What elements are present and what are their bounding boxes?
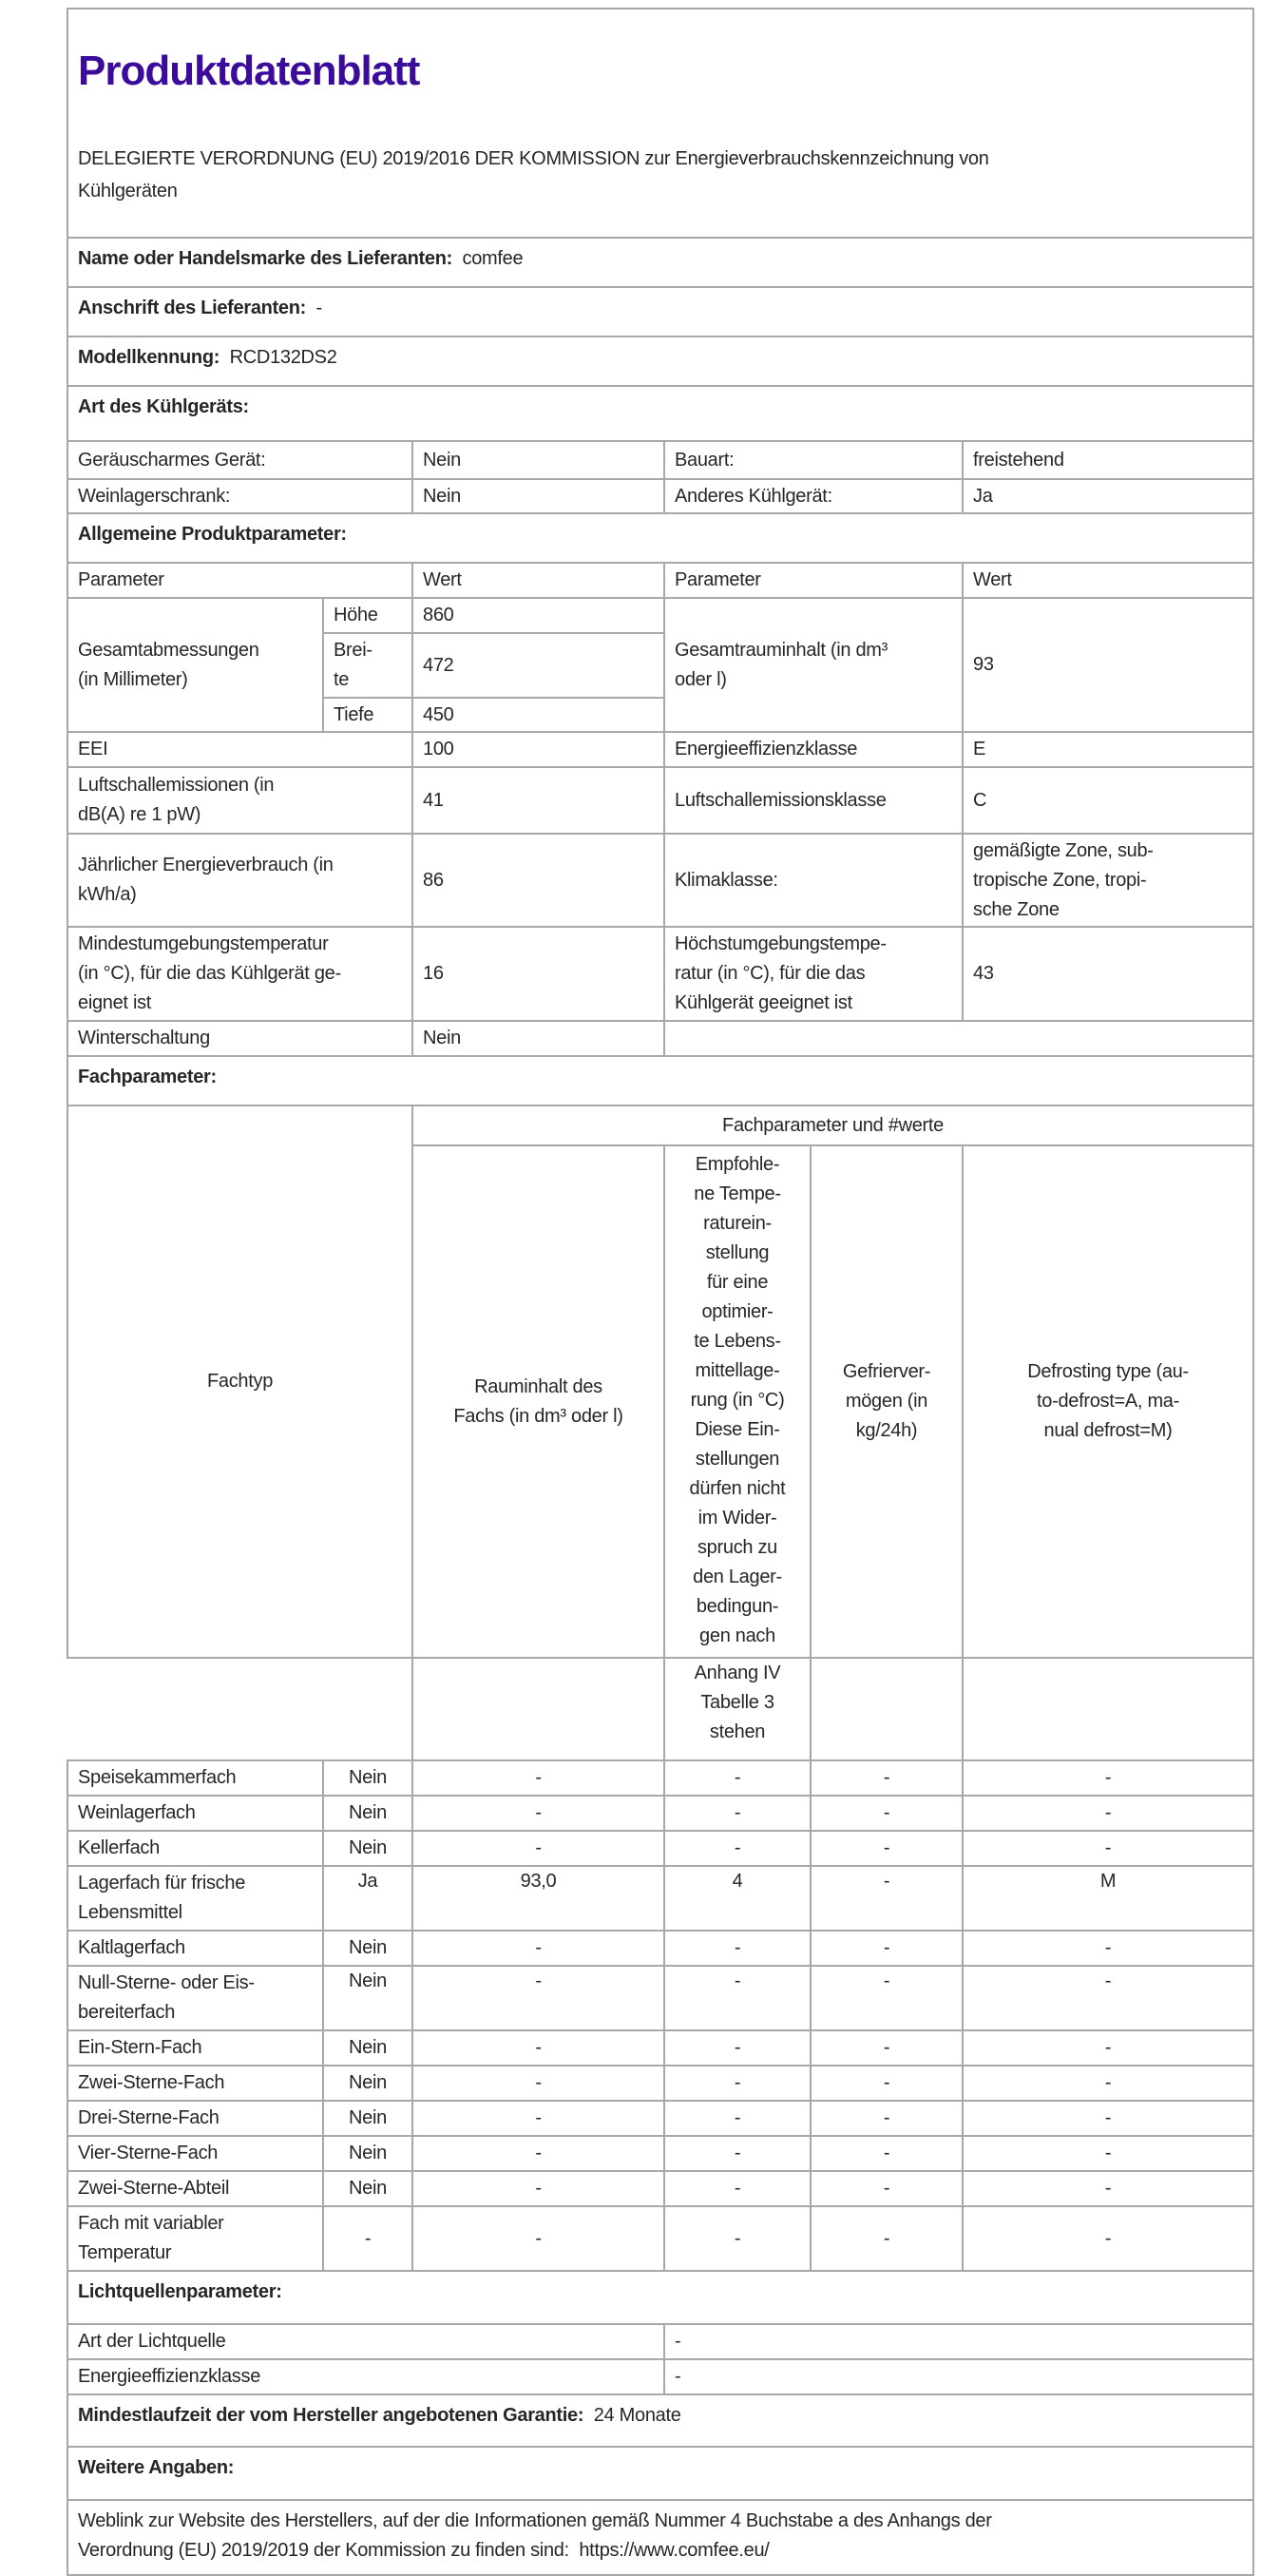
- compartment-row: [67, 1831, 1253, 1866]
- empty-cell: [67, 1658, 412, 1760]
- regulation-subtitle: DELEGIERTE VERORDNUNG (EU) 2019/2016 DER KOMMISSION zur Energieverbrauchskennzeichnung von Kühlgeräten: [78, 148, 989, 202]
- compartment-freezing: -: [811, 1966, 963, 2030]
- compartment-volume: -: [412, 1966, 664, 2030]
- compartment-freezing: -: [811, 1831, 963, 1866]
- compartment-temperature: -: [664, 2171, 811, 2206]
- col-header-parameter-2: Parameter: [664, 563, 963, 598]
- product-data-sheet: [67, 8, 1254, 2576]
- compartment-type: Ein-Stern-Fach: [67, 2030, 323, 2066]
- compartment-row: [67, 1866, 1253, 1931]
- compartment-row: [67, 2171, 1253, 2206]
- compartment-present: Nein: [323, 2030, 412, 2066]
- compartment-present: Nein: [323, 1796, 412, 1831]
- label-width: Brei- te: [323, 633, 412, 698]
- compartment-present: Nein: [323, 2171, 412, 2206]
- compartment-volume: -: [412, 2206, 664, 2271]
- label-total-volume: Gesamtrauminhalt (in dm³ oder l): [664, 598, 963, 732]
- compartment-defrost: -: [963, 2066, 1253, 2101]
- value-max-temp: 43: [963, 927, 1253, 1021]
- compartment-freezing: -: [811, 2066, 963, 2101]
- compartment-present: Nein: [323, 1966, 412, 2030]
- compartment-type: Speisekammerfach: [67, 1760, 323, 1796]
- supplier-address-label: Anschrift des Lieferanten:: [78, 298, 307, 318]
- value-other-appliance: Ja: [963, 479, 1253, 513]
- compartment-temperature: -: [664, 2101, 811, 2136]
- section-title-light: Lichtquellenparameter:: [67, 2271, 1253, 2324]
- compartment-type: Vier-Sterne-Fach: [67, 2136, 323, 2171]
- col-header-freezing: Gefrierver- mögen (in kg/24h): [811, 1145, 963, 1658]
- value-energy-class: E: [963, 732, 1253, 767]
- compartment-freezing: -: [811, 1931, 963, 1966]
- compartment-type: Drei-Sterne-Fach: [67, 2101, 323, 2136]
- compartment-defrost: -: [963, 1796, 1253, 1831]
- further-info-text: Weblink zur Website des Herstellers, auf der die Informationen gemäß Nummer 4 Buchstabe a des Anhangs der Verordnung (EU) 2019/2019 der Kommission zu finden sind:: [78, 2510, 992, 2561]
- value-depth: 450: [412, 698, 664, 732]
- value-annual-energy: 86: [412, 834, 664, 927]
- compartment-temperature: -: [664, 2066, 811, 2101]
- supplier-name-row: [67, 238, 1253, 287]
- value-design: freistehend: [963, 441, 1253, 479]
- compartment-temperature: -: [664, 1760, 811, 1796]
- compartment-freezing: -: [811, 1796, 963, 1831]
- compartment-temperature: -: [664, 2206, 811, 2271]
- compartment-present: Nein: [323, 1931, 412, 1966]
- value-min-temp: 16: [412, 927, 664, 1021]
- label-light-energy-class: Energieeffizienzklasse: [67, 2359, 664, 2394]
- label-low-noise: Geräuscharmes Gerät:: [67, 441, 412, 479]
- col-header-defrost: Defrosting type (au- to-defrost=A, ma- nual defrost=M): [963, 1145, 1253, 1658]
- label-wine-cabinet: Weinlagerschrank:: [67, 479, 412, 513]
- compartment-row: [67, 2136, 1253, 2171]
- compartment-defrost: -: [963, 2171, 1253, 2206]
- value-noise: 41: [412, 767, 664, 834]
- further-info-row: [67, 2500, 1253, 2575]
- value-total-volume: 93: [963, 598, 1253, 732]
- value-winter-mode: Nein: [412, 1021, 664, 1056]
- value-noise-class: C: [963, 767, 1253, 834]
- col-header-value-2: Wert: [963, 563, 1253, 598]
- compartment-type: Lagerfach für frische Lebensmittel: [67, 1866, 323, 1931]
- compartment-freezing: -: [811, 2030, 963, 2066]
- compartment-type: Kellerfach: [67, 1831, 323, 1866]
- compartment-type: Zwei-Sterne-Abteil: [67, 2171, 323, 2206]
- empty-cell: [963, 1658, 1253, 1760]
- compartment-volume: -: [412, 1760, 664, 1796]
- label-energy-class: Energieeffizienzklasse: [664, 732, 963, 767]
- section-title-compartments: Fachparameter:: [67, 1056, 1253, 1105]
- compartment-freezing: -: [811, 2206, 963, 2271]
- compartment-freezing: -: [811, 2171, 963, 2206]
- model-label: Modellkennung:: [78, 347, 220, 368]
- value-light-energy-class: -: [664, 2359, 1253, 2394]
- label-annual-energy: Jährlicher Energieverbrauch (in kWh/a): [67, 834, 412, 927]
- label-light-type: Art der Lichtquelle: [67, 2324, 664, 2359]
- warranty-label: Mindestlaufzeit der vom Hersteller angebotenen Garantie:: [78, 2405, 584, 2426]
- compartment-volume: -: [412, 2030, 664, 2066]
- compartment-volume: -: [412, 2066, 664, 2101]
- compartment-present: Nein: [323, 1760, 412, 1796]
- supplier-name-label: Name oder Handelsmarke des Lieferanten:: [78, 248, 453, 269]
- label-depth: Tiefe: [323, 698, 412, 732]
- empty-cell: [811, 1658, 963, 1760]
- compartment-defrost: -: [963, 1931, 1253, 1966]
- compartment-temperature: -: [664, 2030, 811, 2066]
- compartment-temperature: -: [664, 2136, 811, 2171]
- label-noise-class: Luftschallemissionsklasse: [664, 767, 963, 834]
- compartment-type: Fach mit variabler Temperatur: [67, 2206, 323, 2271]
- header: [67, 9, 1253, 238]
- compartment-defrost: M: [963, 1866, 1253, 1931]
- label-max-temp: Höchstumgebungstempe- ratur (in °C), für die das Kühlgerät geeignet ist: [664, 927, 963, 1021]
- label-dimensions: Gesamtabmessungen (in Millimeter): [67, 598, 323, 732]
- compartment-defrost: -: [963, 2206, 1253, 2271]
- compartment-volume: -: [412, 1796, 664, 1831]
- compartment-temperature: -: [664, 1931, 811, 1966]
- compartment-volume: -: [412, 2171, 664, 2206]
- compartment-volume: -: [412, 1831, 664, 1866]
- compartment-defrost: -: [963, 2101, 1253, 2136]
- value-width: 472: [412, 633, 664, 698]
- col-header-volume: Rauminhalt des Fachs (in dm³ oder l): [412, 1145, 664, 1658]
- compartment-temperature: -: [664, 1831, 811, 1866]
- col-header-temperature-cont: Anhang IV Tabelle 3 stehen: [664, 1658, 811, 1760]
- compartment-row: [67, 1966, 1253, 2030]
- model-value: RCD132DS2: [229, 347, 337, 368]
- compartment-type: Kaltlagerfach: [67, 1931, 323, 1966]
- compartment-row: [67, 2066, 1253, 2101]
- col-header-group: Fachparameter und #werte: [412, 1105, 1253, 1145]
- compartment-row: [67, 2030, 1253, 2066]
- compartment-row: [67, 1760, 1253, 1796]
- supplier-name-value: comfee: [462, 248, 524, 269]
- compartment-present: -: [323, 2206, 412, 2271]
- compartment-type: Null-Sterne- oder Eis- bereiterfach: [67, 1966, 323, 2030]
- page-title: Produktdatenblatt: [78, 48, 420, 94]
- manufacturer-weblink[interactable]: https://www.comfee.eu/: [579, 2540, 770, 2561]
- warranty-value: 24 Monate: [593, 2405, 681, 2426]
- col-header-parameter: Parameter: [67, 563, 412, 598]
- value-light-type: -: [664, 2324, 1253, 2359]
- compartment-freezing: -: [811, 2101, 963, 2136]
- label-winter-mode: Winterschaltung: [67, 1021, 412, 1056]
- empty-cell: [664, 1021, 1253, 1056]
- compartment-defrost: -: [963, 2136, 1253, 2171]
- compartment-temperature: 4: [664, 1866, 811, 1931]
- compartment-temperature: -: [664, 1796, 811, 1831]
- model-row: [67, 336, 1253, 386]
- label-height: Höhe: [323, 598, 412, 633]
- compartment-present: Nein: [323, 2136, 412, 2171]
- compartment-volume: 93,0: [412, 1866, 664, 1931]
- empty-cell: [412, 1658, 664, 1760]
- compartment-freezing: -: [811, 1760, 963, 1796]
- label-climate-class: Klimaklasse:: [664, 834, 963, 927]
- supplier-address-row: [67, 287, 1253, 336]
- compartment-type: Weinlagerfach: [67, 1796, 323, 1831]
- compartment-row: [67, 2206, 1253, 2271]
- section-title-type: Art des Kühlgeräts:: [67, 386, 1253, 441]
- compartment-row: [67, 1931, 1253, 1966]
- compartment-present: Nein: [323, 1831, 412, 1866]
- compartment-row: [67, 2101, 1253, 2136]
- label-design: Bauart:: [664, 441, 963, 479]
- compartment-present: Nein: [323, 2101, 412, 2136]
- value-climate-class: gemäßigte Zone, sub- tropische Zone, tropi- sche Zone: [963, 834, 1253, 927]
- compartment-defrost: -: [963, 1966, 1253, 2030]
- label-other-appliance: Anderes Kühlgerät:: [664, 479, 963, 513]
- compartment-volume: -: [412, 2136, 664, 2171]
- compartment-volume: -: [412, 2101, 664, 2136]
- compartment-defrost: -: [963, 2030, 1253, 2066]
- supplier-address-value: -: [315, 298, 322, 318]
- value-eei: 100: [412, 732, 664, 767]
- compartment-type: Zwei-Sterne-Fach: [67, 2066, 323, 2101]
- label-min-temp: Mindestumgebungstemperatur (in °C), für die das Kühlgerät ge- eignet ist: [67, 927, 412, 1021]
- col-header-value: Wert: [412, 563, 664, 598]
- compartment-row: [67, 1796, 1253, 1831]
- value-low-noise: Nein: [412, 441, 664, 479]
- section-title-further: Weitere Angaben:: [67, 2447, 1253, 2500]
- compartment-freezing: -: [811, 2136, 963, 2171]
- compartment-volume: -: [412, 1931, 664, 1966]
- compartment-present: Nein: [323, 2066, 412, 2101]
- value-wine-cabinet: Nein: [412, 479, 664, 513]
- warranty-row: [67, 2394, 1253, 2447]
- compartment-present: Ja: [323, 1866, 412, 1931]
- value-height: 860: [412, 598, 664, 633]
- col-header-compartment-type: Fachtyp: [67, 1105, 412, 1658]
- compartment-defrost: -: [963, 1760, 1253, 1796]
- compartment-defrost: -: [963, 1831, 1253, 1866]
- compartment-temperature: -: [664, 1966, 811, 2030]
- col-header-temperature: Empfohle- ne Tempe- raturein- stellung für eine optimier- te Lebens- mittellage- rung (in °C) Diese Ein- stellungen dürfen nicht im Wider- spruch zu den Lager- bedingun- gen nach: [664, 1145, 811, 1658]
- compartment-freezing: -: [811, 1866, 963, 1931]
- section-title-general: Allgemeine Produktparameter:: [67, 513, 1253, 563]
- label-noise: Luftschallemissionen (in dB(A) re 1 pW): [67, 767, 412, 834]
- label-eei: EEI: [67, 732, 412, 767]
